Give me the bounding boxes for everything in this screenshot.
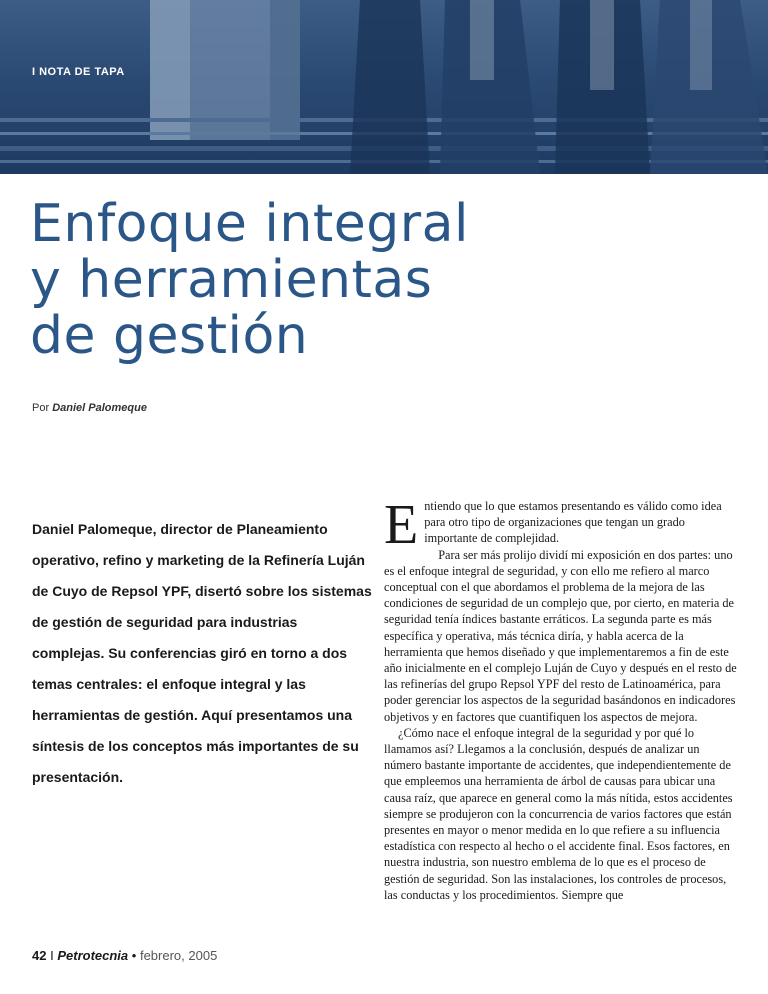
footer-separator: I [50,948,54,963]
publication-name: Petrotecnia [57,948,129,963]
lead-paragraph: Daniel Palomeque, director de Planeamiento operativo, refino y marketing de la Refinería Luján de Cuyo de Repsol YPF, disertó sobre los sistemas de gestión de seguridad para industrias complejas. Su conferencias giró en torno a dos temas centrales: el enfoque integral y las herramientas de gestión. Aquí presentamos una síntesis de los conceptos más importantes de su presentación. [32,521,372,785]
section-label: I NOTA DE TAPA [32,66,125,78]
title-line: de gestión [30,306,309,366]
body-paragraph: ¿Cómo nace el enfoque integral de la seguridad y por qué lo llamamos así? Llegamos a la conclusión, después de analizar un número bastante importante de accidentes, que independientemente de que empleemos una herramienta de árbol de causas para ubicar una causa raíz, que aparece en general como la más nítida, estos accidentes siempre se produjeron con la concurrencia de varios factores que están presentes en mayor o menor medida en lo que refiere a su influencia estadística con respecto al hecho o el accidente final. Esos factores, en nuestra industria, son nuestro emblema de lo que es el proceso de gestión de seguridad. Son las instalaciones, los controles de procesos, las conductas y los procedimientos. Siempre que [384,725,733,902]
author-name: Daniel Palomeque [52,402,147,414]
title-line: Enfoque integral [30,194,469,254]
drop-cap: E [384,494,419,556]
body-paragraph [384,494,738,556]
byline-prefix: Por [32,402,50,414]
page-number: 42 [32,948,47,963]
header-photo-banner [0,0,768,174]
article-body [384,494,738,903]
article-title [30,196,469,364]
footer-bullet: • [131,948,137,963]
issue-date: febrero, 2005 [139,948,218,963]
body-paragraph-text: ntiendo que lo que estamos presentando es válido como idea para otro tipo de organizaciones que tengan un grado importante de complejidad. [424,499,722,546]
page-footer [32,948,217,963]
body-paragraph: Para ser más prolijo dividí mi exposición en dos partes: uno es el enfoque integral de seguridad, y con ello me refiero al marco conceptual con el que abordamos el problema de la mejora de las condiciones de seguridad de un complejo que, por cierto, en materia de seguridad tenía índices bastante erráticos. La segunda parte es más específica y operativa, más técnica diría, y habla acerca de la herramienta que hemos diseñado y que implementaremos a fin de este año inicialmente en el complejo Luján de Cuyo y después en el resto de las refinerías del grupo Repsol YPF del resto de Latinoamérica, para poder gerenciar los aspectos de la seguridad basándonos en indicadores objetivos y en factores que cuantifiquen los aspectos de mejora. [384,547,737,724]
byline [32,402,147,414]
industrial-photo-graphic [0,0,768,174]
title-line: y herramientas [30,250,433,310]
